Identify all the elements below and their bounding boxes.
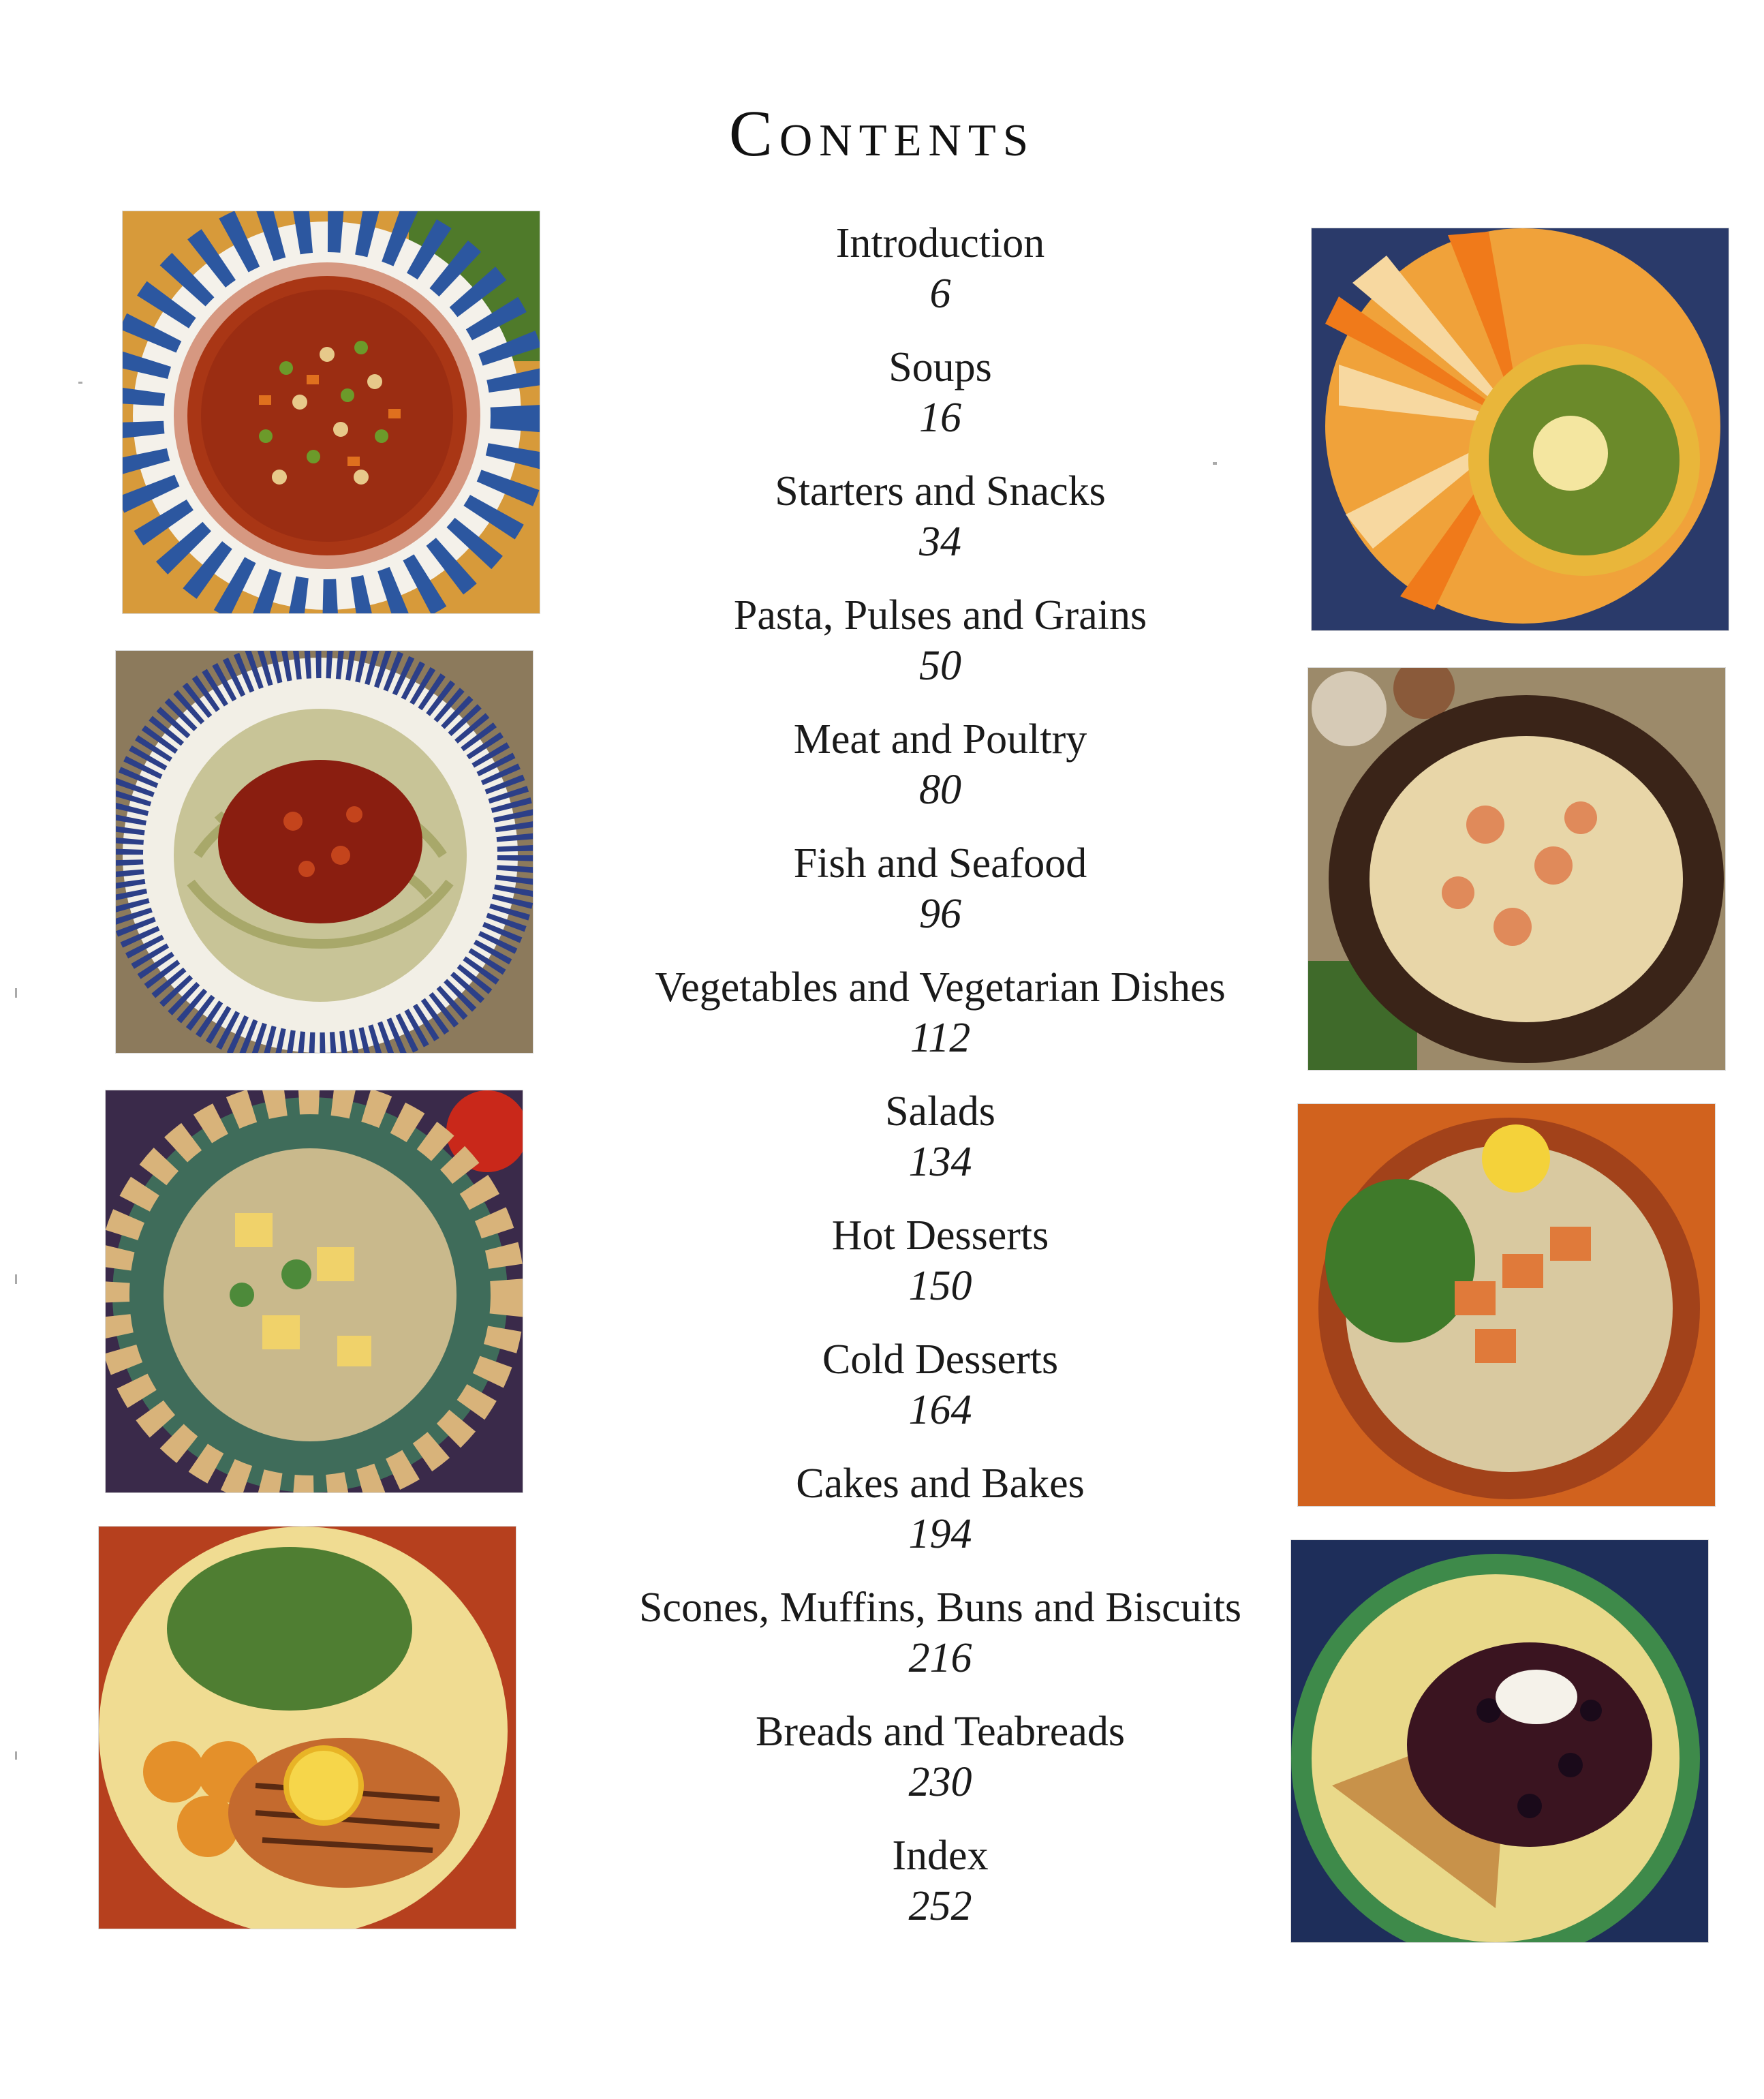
photo-fish-kebab-rice — [1298, 1104, 1715, 1506]
toc-entry-title: Cakes and Bakes — [796, 1460, 1085, 1507]
toc-entry[interactable] — [531, 962, 1349, 1086]
photo-vegetable-rice — [106, 1090, 523, 1492]
toc-entry[interactable] — [531, 1706, 1349, 1830]
photo-pancakes-berries — [1291, 1540, 1708, 1942]
toc-entry-title: Scones, Muffins, Buns and Biscuits — [638, 1584, 1242, 1631]
photo-tagliatelle-bolognese — [116, 651, 533, 1053]
toc-entry-title: Index — [892, 1833, 989, 1879]
toc-entry[interactable] — [531, 838, 1349, 962]
toc-entry[interactable] — [531, 1830, 1349, 1955]
toc-entry[interactable] — [531, 1086, 1349, 1210]
toc-entry-page: 216 — [908, 1635, 972, 1681]
scan-speck — [1213, 462, 1217, 465]
toc-entry-page: 16 — [919, 395, 961, 441]
toc-entry-page: 150 — [908, 1263, 972, 1309]
toc-entry-title: Vegetables and Vegetarian Dishes — [655, 964, 1226, 1011]
toc-entry-title: Cold Desserts — [822, 1336, 1059, 1383]
toc-entry-page: 96 — [919, 891, 961, 937]
toc-entry[interactable] — [531, 714, 1349, 838]
toc-entry[interactable] — [531, 1210, 1349, 1334]
photo-prawn-pasta — [1308, 668, 1725, 1070]
table-of-contents — [531, 218, 1349, 1955]
toc-entry-page: 230 — [908, 1759, 972, 1805]
photo-vegetable-dip — [1312, 228, 1729, 630]
toc-entry-page: 50 — [919, 643, 961, 689]
toc-entry-title: Salads — [885, 1088, 995, 1135]
scan-speck — [15, 1751, 17, 1760]
toc-entry[interactable] — [531, 218, 1349, 342]
toc-entry-title: Pasta, Pulses and Grains — [733, 592, 1147, 639]
toc-entry[interactable] — [531, 1458, 1349, 1582]
toc-entry[interactable] — [531, 342, 1349, 466]
scan-speck — [15, 988, 17, 998]
toc-entry-title: Soups — [888, 344, 992, 390]
toc-entry[interactable] — [531, 590, 1349, 714]
toc-entry-page: 164 — [908, 1387, 972, 1433]
scan-speck — [78, 382, 82, 384]
toc-entry[interactable] — [531, 466, 1349, 590]
photo-minestrone-soup — [123, 211, 540, 613]
toc-entry-page: 6 — [929, 271, 951, 317]
photo-grilled-salmon — [99, 1527, 516, 1929]
toc-entry-page: 134 — [908, 1139, 972, 1185]
toc-entry-title: Meat and Poultry — [793, 716, 1087, 763]
toc-entry-page: 112 — [910, 1015, 971, 1061]
toc-entry-page: 252 — [908, 1883, 972, 1929]
toc-entry-page: 34 — [919, 519, 961, 565]
page-title: Contents — [728, 97, 1036, 170]
toc-entry-title: Starters and Snacks — [775, 468, 1106, 515]
toc-entry-page: 194 — [908, 1511, 972, 1557]
toc-entry-page: 80 — [919, 767, 961, 813]
toc-entry[interactable] — [531, 1334, 1349, 1458]
scan-speck — [15, 1274, 17, 1284]
toc-entry-title: Breads and Teabreads — [756, 1709, 1125, 1755]
toc-entry[interactable] — [531, 1582, 1349, 1706]
toc-entry-title: Introduction — [835, 220, 1045, 266]
toc-entry-title: Hot Desserts — [831, 1212, 1049, 1259]
toc-entry-title: Fish and Seafood — [793, 840, 1087, 887]
